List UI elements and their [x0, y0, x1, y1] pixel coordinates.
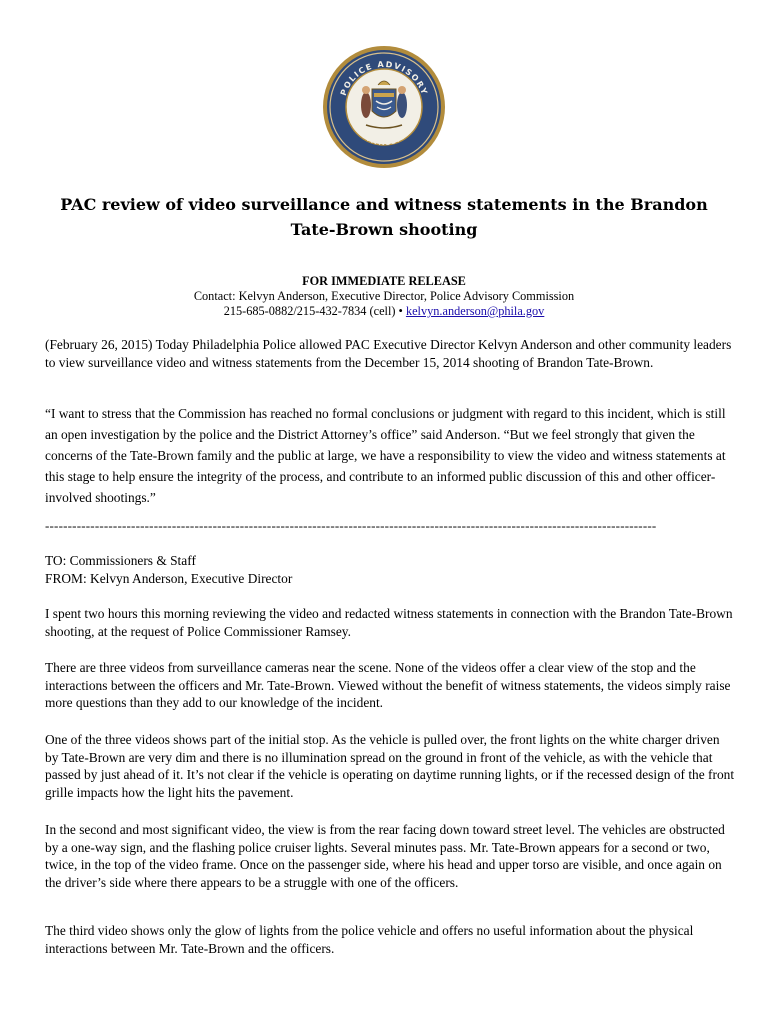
paragraph-text: In the second and most significant video, the view is from the rear facing down toward street level. The vehicles are obstructed by a one-way sign, and the flashing police cruiser lights. Several minutes pass. Mr. Tate-Brown appears for a second or two, twice, in the top of the video frame. Once on the passenger side, where his head and upper torso are visible, and once again on the driver’s side where there appears to be a struggle with one of the officers. [45, 822, 725, 890]
paragraph-third-video [45, 922, 735, 957]
section-divider: --------------------------------------------------------------------------------------------------------------------------------------- [45, 518, 657, 533]
seal-bottom-text: COMMISSION [354, 127, 414, 148]
paragraph-text: There are three videos from surveillance cameras near the scene. None of the videos offer a clear view of the stop and the interactions between the officers and Mr. Tate-Brown. Viewed without the benefit of witness statements, the videos simply raise more questions than they add to our knowledge of the incident. [45, 660, 731, 711]
paragraph-text: “I want to stress that the Commission has reached no formal conclusions or judgment with regard to this incident, which is still an open investigation by the police and the District Attorney’s office” said Anderson. “But we feel strongly that given the concerns of the Tate-Brown family and the public at large, we have a responsibility to view the video and witness statements at this stage to help ensure the integrity of the process, and contribute to an informed public discussion of this and other officer-involved shootings.” [45, 406, 726, 505]
seal-top-text: POLICE ADVISORY [338, 59, 430, 97]
paragraph-quote [45, 403, 735, 508]
page-title: PAC review of video surveillance and witness statements in the Brandon Tate-Brown shooting [60, 195, 708, 239]
police-advisory-commission-seal [322, 45, 446, 169]
release-contact: Contact: Kelvyn Anderson, Executive Director, Police Advisory Commission [193, 289, 575, 303]
paragraph-first-video [45, 731, 735, 801]
paragraph-text: I spent two hours this morning reviewing the video and redacted witness statements in connection with the Brandon Tate-Brown shooting, at the request of Police Commissioner Ramsey. [45, 606, 733, 639]
memo-from: FROM: Kelvyn Anderson, Executive Director [45, 570, 293, 586]
paragraph-review [45, 605, 735, 640]
paragraph-second-video [45, 821, 735, 891]
contact-email-link[interactable]: kelvyn.anderson@phila.gov [405, 304, 545, 318]
paragraph-text: One of the three videos shows part of the initial stop. As the vehicle is pulled over, the front lights on the white charger driven by Tate-Brown are very dim and there is no illumination spread on the ground in front of the vehicle, as with the vehicle that passed by just ahead of it. It’s not clear if the vehicle is operating on daytime running lights, or if the recessed design of the front grille impacts how the light hits the pavement. [45, 732, 735, 800]
paragraph-intro [45, 336, 735, 371]
release-phones-line [0, 304, 768, 319]
release-phones: 215-685-0882/215-432-7834 (cell) • [223, 304, 403, 318]
paragraph-text: The third video shows only the glow of lights from the police vehicle and offers no useful information about the physical interactions between Mr. Tate-Brown and the officers. [45, 923, 694, 956]
release-contact-block [0, 274, 768, 319]
memo-to: TO: Commissioners & Staff [45, 553, 196, 568]
release-heading: FOR IMMEDIATE RELEASE [302, 274, 466, 288]
paragraph-text: (February 26, 2015) Today Philadelphia Police allowed PAC Executive Director Kelvyn Anderson and other community leaders to view surveillance video and witness statements from the December 15, 2014 shooting of Brandon Tate-Brown. [45, 337, 732, 370]
memo-header [45, 552, 735, 587]
paragraph-videos-overview [45, 659, 735, 712]
